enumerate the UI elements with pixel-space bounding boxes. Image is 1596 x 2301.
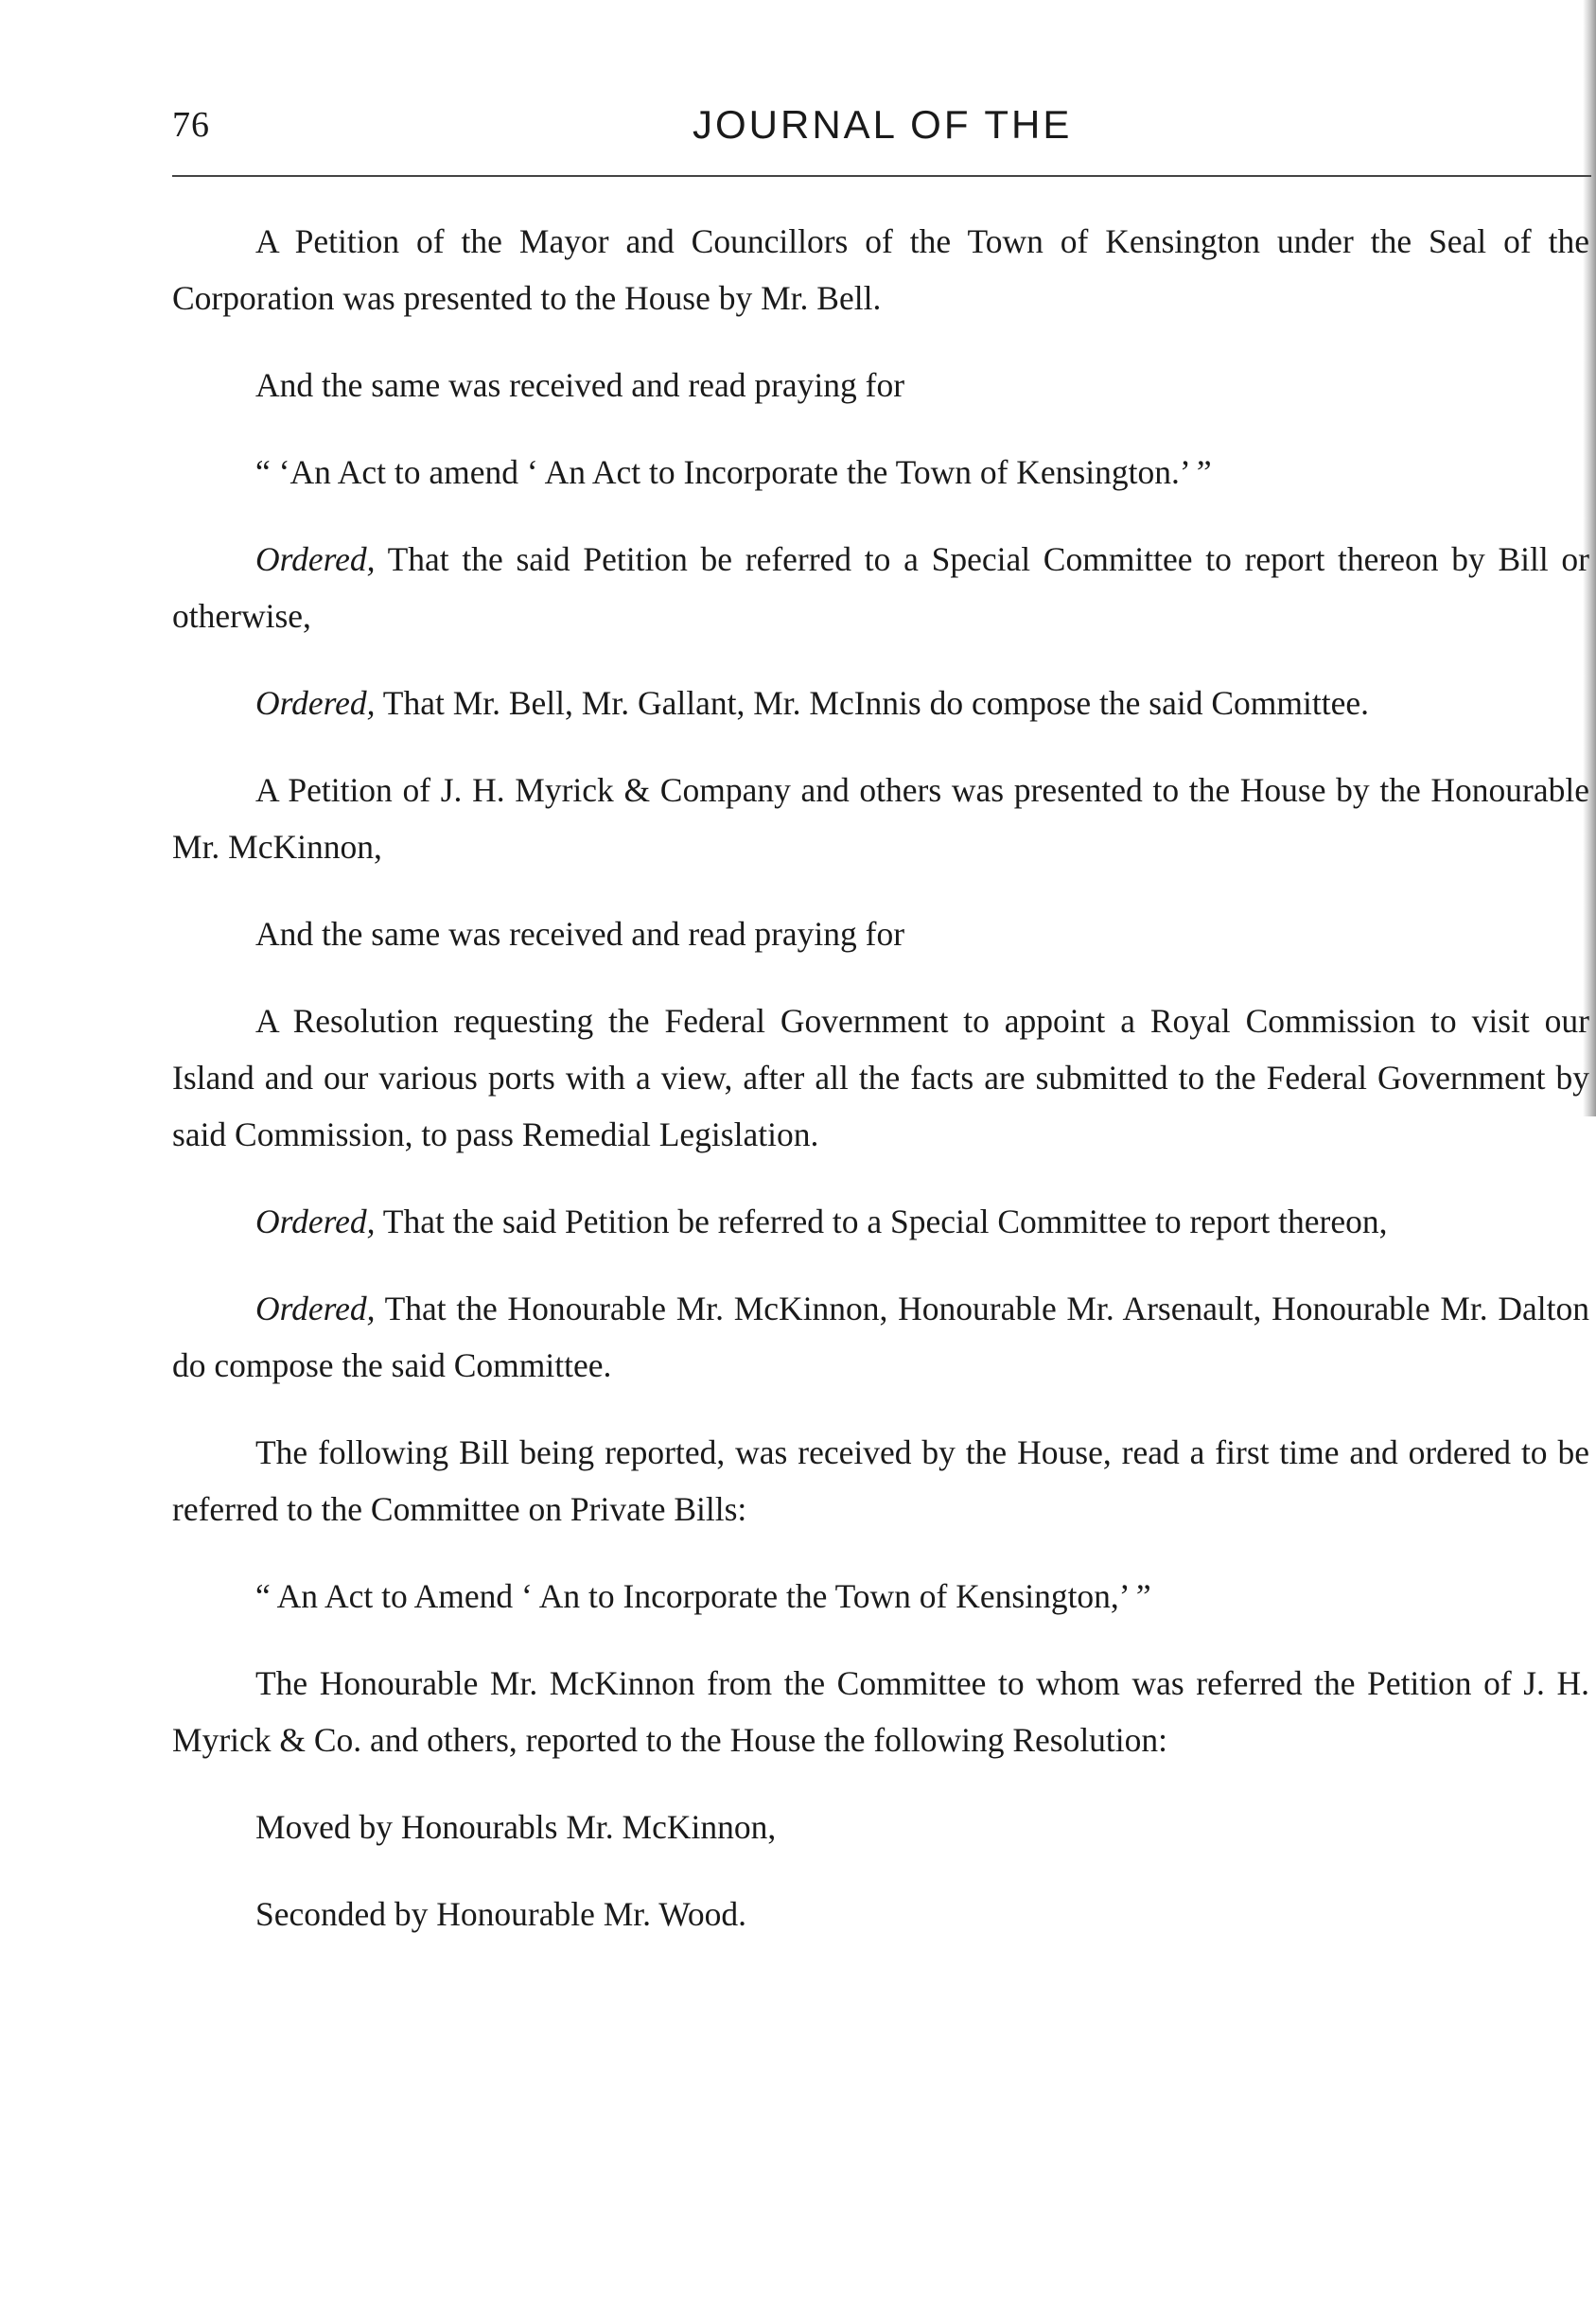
paragraph-bill-reported: The following Bill being reported, was received by the House, read a first time and ordered to be referred to the Committee on Private Bills: — [172, 1433, 1589, 1528]
paragraph-ordered-1: Ordered, That the said Petition be referred to a Special Committee to report thereon by Bill or otherwise, — [172, 540, 1589, 635]
paragraph-act-title-2: “ An Act to Amend ‘ An to Incorporate the Town of Kensington,’ ” — [255, 1577, 1151, 1615]
journal-body — [172, 213, 1589, 1942]
paragraph-moved-by: Moved by Honourabls Mr. McKinnon, — [255, 1808, 777, 1846]
paragraph-ordered-2: Ordered, That Mr. Bell, Mr. Gallant, Mr. McInnis do compose the said Committee. — [255, 684, 1369, 722]
paragraph-seconded-by: Seconded by Honourable Mr. Wood. — [255, 1895, 747, 1933]
header-rule — [172, 175, 1591, 177]
paragraph-petition-kensington: A Petition of the Mayor and Councillors of the Town of Kensington under the Seal of the Corporation was presented to the House by Mr. Bell. — [172, 222, 1589, 317]
running-head: JOURNAL OF THE — [693, 102, 1073, 147]
paragraph-received-praying-2: And the same was received and read praying for — [255, 915, 905, 953]
page-number: 76 — [172, 105, 210, 145]
paragraph-received-praying-1: And the same was received and read praying for — [255, 366, 905, 404]
paragraph-act-title-1: “ ‘An Act to amend ‘ An Act to Incorporate the Town of Kensington.’ ” — [255, 453, 1212, 491]
page-header — [172, 95, 1591, 170]
paragraph-petition-myrick: A Petition of J. H. Myrick & Company and others was presented to the House by the Honourable Mr. McKinnon, — [172, 771, 1589, 866]
paragraph-committee-report: The Honourable Mr. McKinnon from the Committee to whom was referred the Petition of J. H. Myrick & Co. and others, reported to the House the following Resolution: — [172, 1664, 1589, 1759]
paragraph-ordered-4: Ordered, That the Honourable Mr. McKinnon, Honourable Mr. Arsenault, Honourable Mr. Dalton do compose the said Committee. — [172, 1290, 1589, 1384]
paragraph-resolution-request: A Resolution requesting the Federal Government to appoint a Royal Commission to visit our Island and our various ports with a view, after all the facts are submitted to the Federal Government by said Commission, to pass Remedial Legislation. — [172, 1002, 1589, 1153]
paragraph-ordered-3: Ordered, That the said Petition be referred to a Special Committee to report thereon, — [255, 1203, 1388, 1240]
